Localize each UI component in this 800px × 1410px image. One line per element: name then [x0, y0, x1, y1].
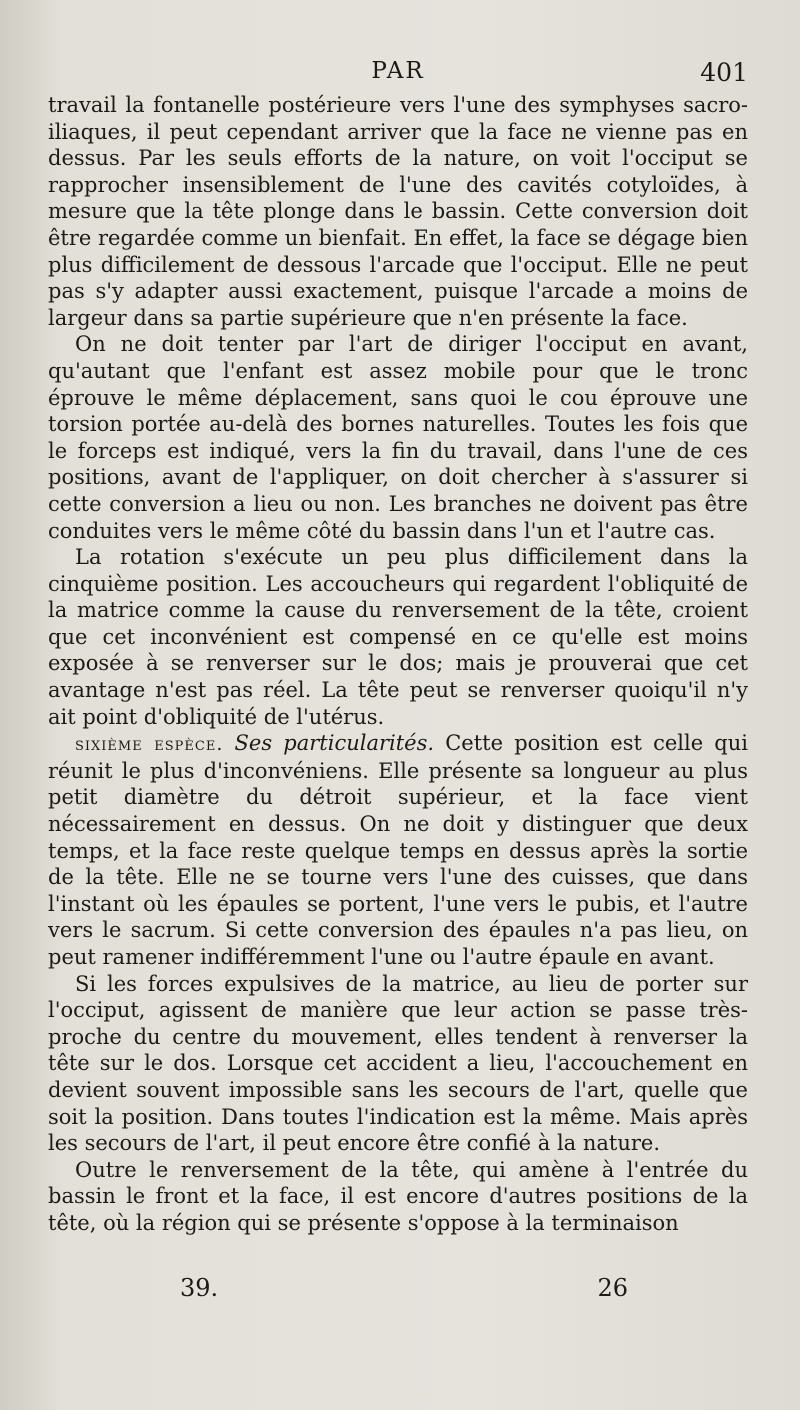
section-label: sixième espèce. [75, 733, 224, 756]
section-text: Cette position est celle qui réunit le plus d'inconvéniens. Elle présente sa longueur au plus petit diamètre du détroit supérieur, et la face vient nécessairement en dessus. On ne doit y distinguer que deux temps, et la face reste quelque temps en dessus après la sortie de la tête. Elle ne se tourne vers l'une des cuisses, que dans l'instant où les épaules se portent, l'une vers le pubis, et l'autre vers le sacrum. Si cette conversion des épaules n'a pas lieu, on peut ramener indifféremment l'une ou l'autre épaule en avant. [48, 731, 748, 969]
paragraph: Outre le renversement de la tête, qui amène à l'entrée du bassin le front et la face, il est encore d'autres positions de la tête, où la région qui se présente s'oppose à la terminaison [48, 1157, 748, 1235]
paragraph: Si les forces expulsives de la matrice, au lieu de porter sur l'occiput, agissent de manière que leur action se passe très-proche du centre du mouvement, elles tendent à renverser la tête sur le dos. Lorsque cet accident a lieu, l'accouchement en devient souvent impossible sans les secours de l'art, quelle que soit la position. Dans toutes l'indication est la même. Mais après les secours de l'art, il peut encore être confié à la nature. [48, 971, 748, 1156]
paragraph: La rotation s'exécute un peu plus difficilement dans la cinquième position. Les accoucheurs qui regardent l'obliquité de la matrice comme la cause du renversement de la tête, croient que cet inconvénient est compensé en ce qu'elle est moins exposée à se renverser sur le dos; mais je prouverai que cet avantage n'est pas réel. La tête peut se renverser quoiqu'il n'y ait point d'obliquité de l'utérus. [48, 545, 748, 729]
page-number: 401 [700, 58, 748, 87]
signature-mark: 39. [180, 1274, 219, 1302]
page-body [48, 92, 748, 1237]
page-header [48, 58, 748, 94]
page-footer [48, 1274, 748, 1308]
paragraph-continued: travail la fontanelle postérieure vers l'une des symphyses sacro-iliaques, il peut cependant arriver que la face ne vienne pas en dessus. Par les seuls efforts de la nature, on voit l'occiput se rapprocher insensiblement de l'une des cavités cotyloïdes, à mesure que la tête plonge dans le bassin. Cette conversion doit être regardée comme un bienfait. En effet, la face se dégage bien plus difficilement de dessous l'arcade que l'occiput. Elle ne peut pas s'y adapter aussi exactement, puisque l'arcade a moins de largeur dans sa partie supérieure que n'en présente la face. [48, 93, 748, 330]
sheet-number: 26 [597, 1274, 628, 1302]
running-head: PAR [371, 58, 425, 84]
section-subtitle: Ses particularités. [234, 731, 435, 756]
paragraph-sixieme-espece [48, 730, 748, 970]
paragraph: On ne doit tenter par l'art de diriger l'occiput en avant, qu'autant que l'enfant est assez mobile pour que le tronc éprouve le même déplacement, sans quoi le cou éprouve une torsion portée au-delà des bornes naturelles. Toutes les fois que le forceps est indiqué, vers la fin du travail, dans l'une de ces positions, avant de l'appliquer, on doit chercher à s'assurer si cette conversion a lieu ou non. Les branches ne doivent pas être conduites vers le même côté du bassin dans l'un et l'autre cas. [48, 332, 748, 543]
